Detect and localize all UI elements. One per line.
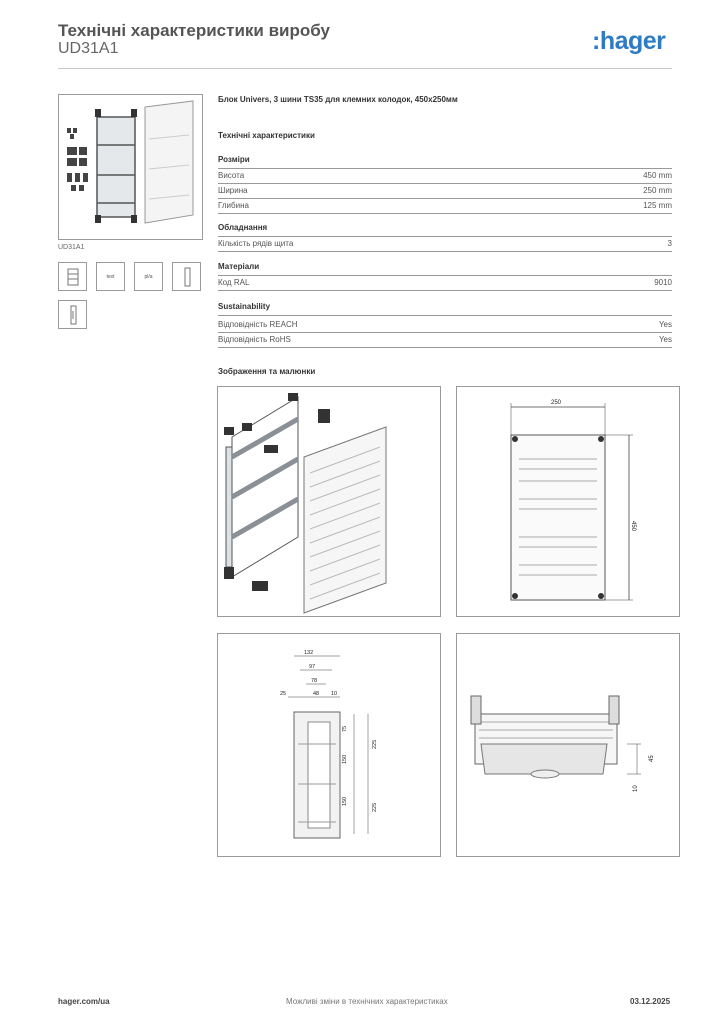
drawing-front-view[interactable] (456, 386, 680, 617)
svg-text:75: 75 (342, 725, 348, 732)
svg-text:45: 45 (649, 755, 655, 762)
specs-heading: Технічні характеристики (218, 131, 315, 140)
group-materials: Матеріали (218, 261, 672, 276)
group-sustainability: Sustainability (218, 301, 672, 316)
spec-row-rows: Кількість рядів щита 3 (218, 237, 672, 252)
svg-text:48: 48 (313, 691, 320, 697)
svg-text:25: 25 (280, 691, 287, 697)
spec-row-reach: Відповідність REACH Yes (218, 318, 672, 333)
hager-logo: :hager (592, 27, 666, 55)
thumb-1[interactable] (58, 262, 87, 291)
svg-text:78: 78 (311, 678, 318, 684)
dim-height: 450 (630, 521, 636, 532)
svg-text:10: 10 (633, 785, 639, 792)
spec-row-width: Ширина 250 mm (218, 184, 672, 199)
group-equipment: Обладнання (218, 222, 672, 237)
product-description: Блок Univers, 3 шини TS35 для клемних колодок, 450x250мм (218, 95, 458, 104)
header-divider (58, 68, 672, 69)
spec-row-depth: Глибина 125 mm (218, 199, 672, 214)
images-heading: Зображення та малюнки (218, 367, 316, 376)
thumb-3[interactable]: pl/a (134, 262, 163, 291)
page-title: Технічні характеристики виробу (58, 21, 330, 40)
dim-width: 250 (551, 400, 562, 406)
product-code: UD31A1 (58, 40, 119, 57)
drawing-side-view[interactable] (217, 633, 441, 857)
svg-text:225: 225 (372, 802, 378, 812)
spec-row-ral: Код RAL 9010 (218, 276, 672, 291)
thumb-5[interactable] (58, 300, 87, 329)
product-image[interactable] (58, 94, 203, 240)
image-caption: UD31A1 (58, 244, 85, 251)
svg-text:150: 150 (342, 796, 348, 806)
footer-date: 03.12.2025 (630, 997, 671, 1006)
spec-row-height: Висота 450 mm (218, 169, 672, 184)
drawing-exploded-view[interactable] (217, 386, 441, 617)
svg-text:132: 132 (304, 650, 314, 656)
svg-text:225: 225 (372, 739, 378, 749)
thumb-2[interactable]: text (96, 262, 125, 291)
group-sizes: Розміри (218, 154, 672, 169)
footer-website[interactable]: hager.com/ua (58, 997, 110, 1006)
thumb-4[interactable] (172, 262, 201, 291)
footer-disclaimer: Можливі зміни в технічних характеристиках (286, 997, 448, 1006)
spec-row-rohs: Відповідність RoHS Yes (218, 333, 672, 348)
svg-text:97: 97 (309, 664, 316, 670)
svg-text:150: 150 (342, 754, 348, 764)
drawing-top-view[interactable] (456, 633, 680, 857)
svg-text:10: 10 (331, 691, 338, 697)
